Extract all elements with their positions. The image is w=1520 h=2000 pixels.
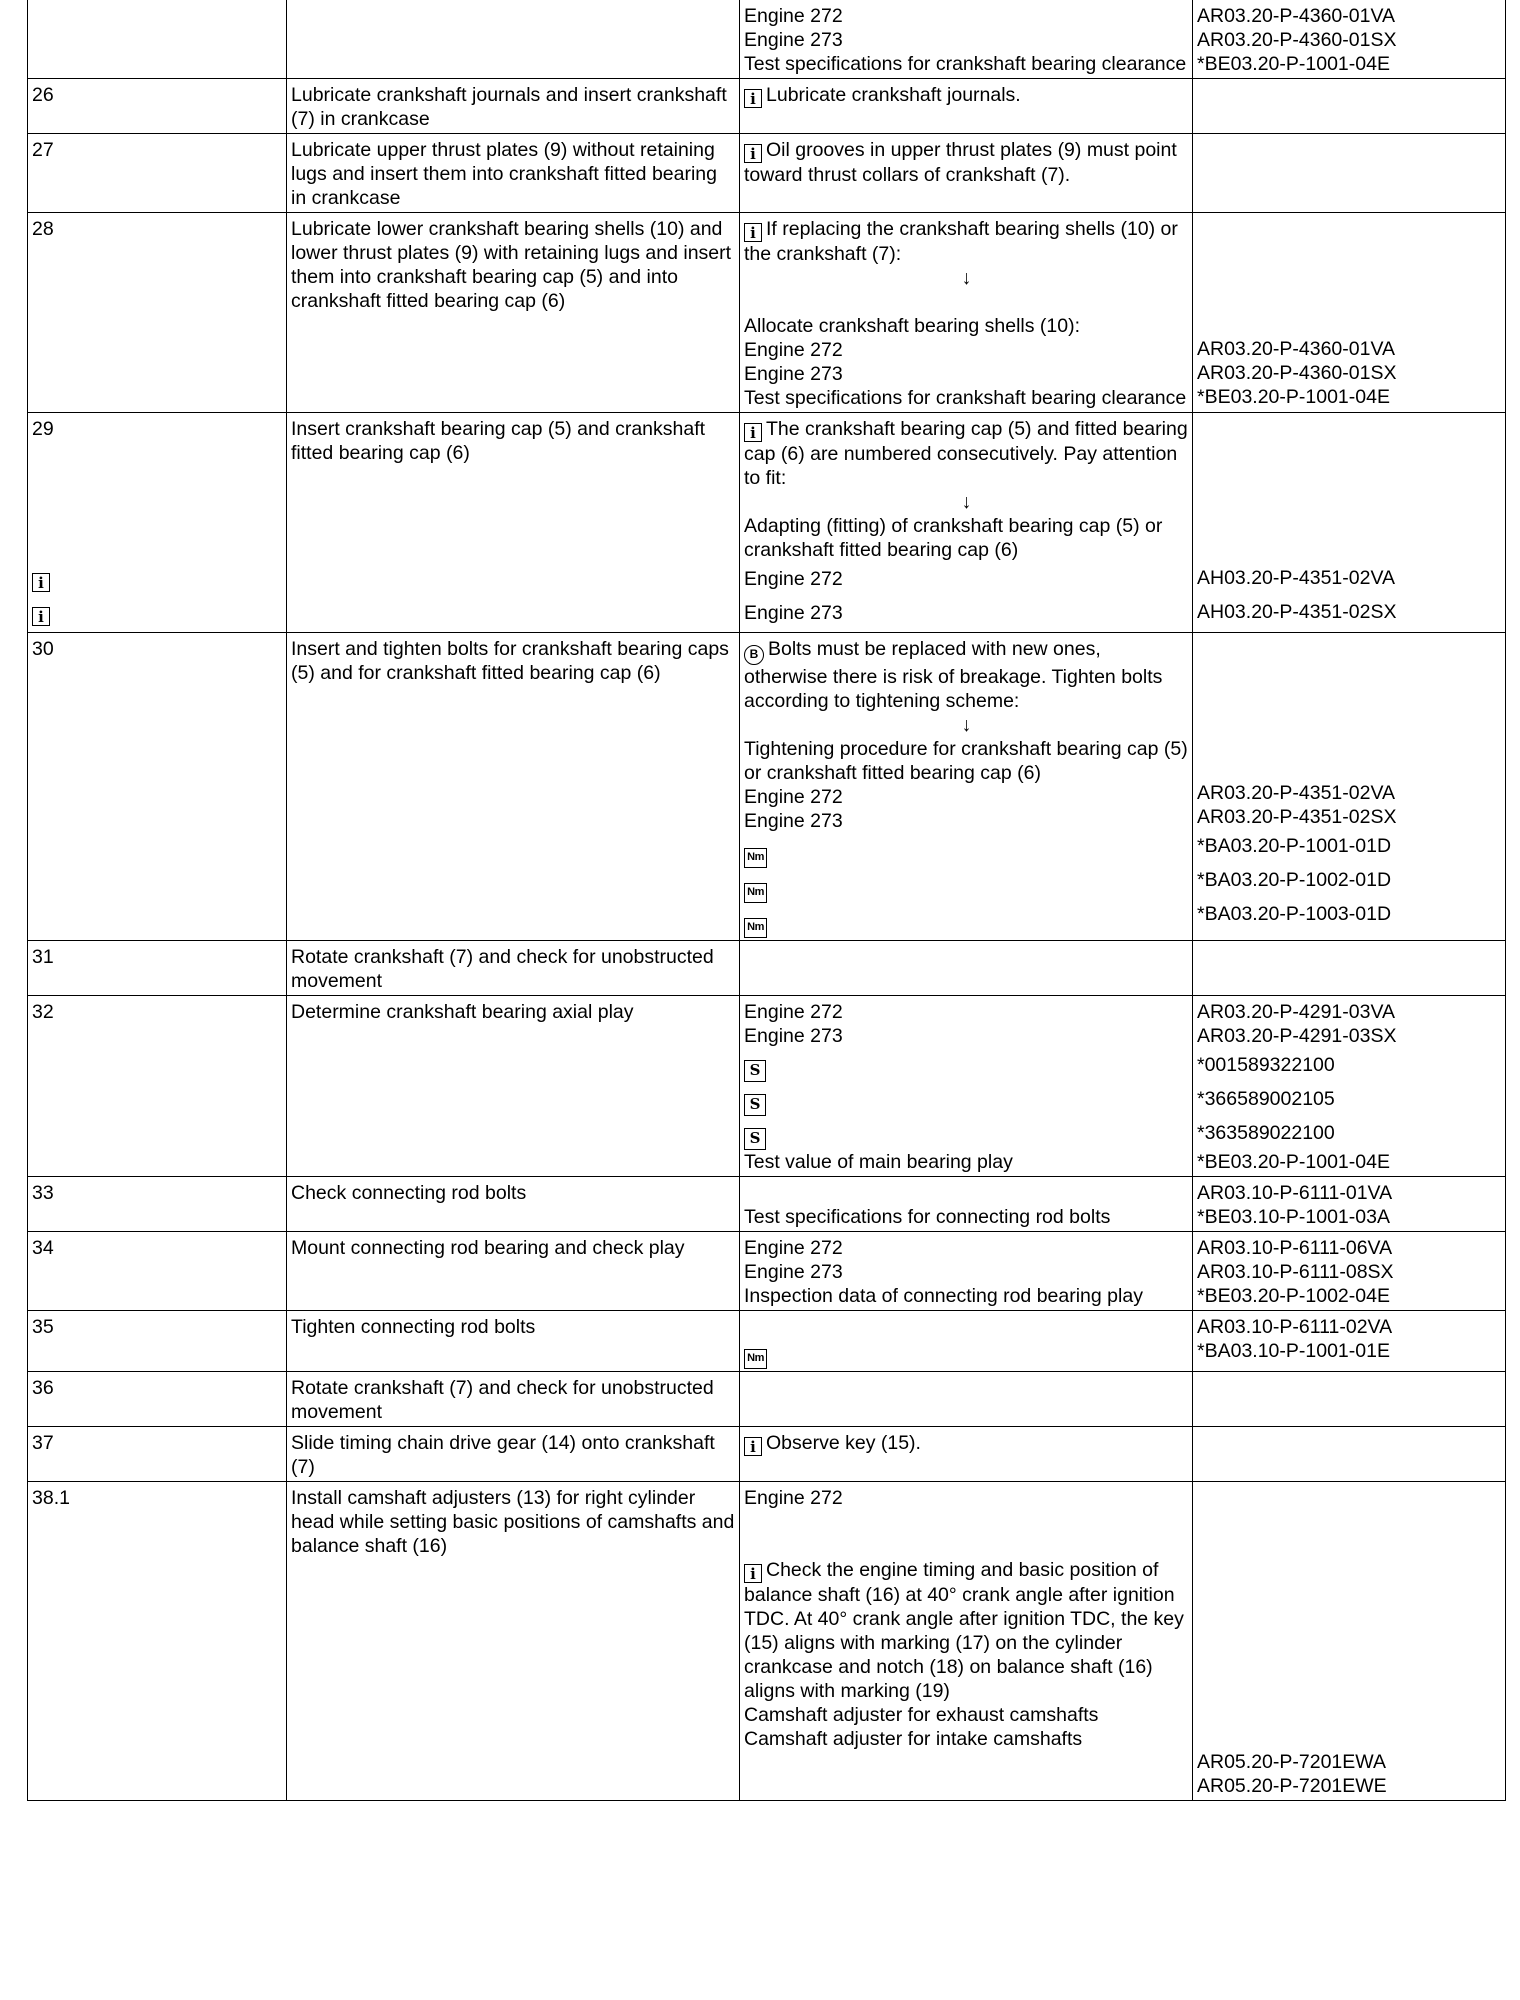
- notes-cell: [740, 1177, 1193, 1232]
- line-text-content: Tightening procedure for crankshaft bearing cap (5) or crankshaft fitted bearing cap (6): [744, 738, 1194, 784]
- line-text: [744, 1703, 1189, 1727]
- line-text: [744, 1260, 1189, 1284]
- line-text: [744, 1558, 1189, 1703]
- line-text: [744, 868, 1189, 903]
- line-text-content: *BA03.20-P-1003-01D: [1197, 903, 1392, 925]
- action-text: Lubricate upper thrust plates (9) without retaining lugs and insert them into crankshaft fitted bearing in crankcase: [291, 139, 717, 209]
- procedure-table: [27, 0, 1506, 1801]
- spacer: [1197, 1510, 1502, 1534]
- step-number-cell: [28, 1311, 287, 1372]
- line-text-content: *BE03.20-P-1002-04E: [1197, 1285, 1390, 1307]
- line-text: [744, 1116, 1189, 1150]
- line-text-content: Engine 272: [744, 1237, 843, 1259]
- step-number-cell: [28, 134, 287, 213]
- torque-nm-icon: Nm: [744, 918, 767, 938]
- line-text: [744, 785, 1189, 809]
- spacer: [744, 1315, 1189, 1339]
- notes-cell: [740, 0, 1193, 79]
- line-text-content: Engine 272: [744, 5, 843, 27]
- line-text-content: Engine 273: [744, 1025, 843, 1047]
- spacer: [1197, 217, 1502, 241]
- action-text: Slide timing chain drive gear (14) onto crankshaft (7): [291, 1432, 715, 1478]
- torque-nm-icon: Nm: [744, 1349, 767, 1369]
- line-text: [744, 52, 1189, 76]
- notes-cell: [740, 1482, 1193, 1801]
- line-text-content: Engine 273: [744, 602, 843, 624]
- spacer: [1197, 465, 1502, 489]
- line-text: [1197, 337, 1502, 361]
- line-text-content: AR03.10-P-6111-06VA: [1197, 1237, 1393, 1259]
- line-text-content: Test specifications for crankshaft bearing clearance: [744, 387, 1187, 409]
- line-text-content: *BE03.20-P-1001-04E: [1197, 386, 1390, 408]
- line-text: [1197, 1024, 1502, 1048]
- spacer: [1197, 441, 1502, 465]
- notes-cell: [740, 134, 1193, 213]
- spacer: [744, 1510, 1189, 1534]
- line-text: [1197, 595, 1502, 629]
- step-number-cell: [28, 79, 287, 134]
- line-text-content: The crankshaft bearing cap (5) and fitted bearing cap (6) are numbered consecutively. Pay attention to fit:: [744, 418, 1194, 489]
- spacer: [1197, 489, 1502, 513]
- reference-cell: [1193, 79, 1506, 134]
- line-text-content: Engine 273: [744, 1261, 843, 1283]
- spacer: [744, 290, 1189, 314]
- step-info-marker: [32, 601, 54, 626]
- action-cell: [287, 996, 740, 1177]
- line-text-content: Lubricate crankshaft journals.: [766, 84, 1021, 106]
- step-number: 35: [32, 1316, 54, 1338]
- line-text-content: *BA03.20-P-1002-01D: [1197, 869, 1392, 891]
- step-number: 32: [32, 1001, 54, 1023]
- line-text-content: Engine 272: [744, 339, 843, 361]
- line-text-content: AR03.20-P-4360-01SX: [1197, 362, 1397, 384]
- line-text-content: *BA03.20-P-1001-01D: [1197, 835, 1392, 857]
- info-icon: i: [744, 223, 762, 242]
- line-text: [744, 596, 1189, 630]
- line-text-content: AR03.20-P-4291-03VA: [1197, 1001, 1396, 1023]
- reference-cell: [1193, 1372, 1506, 1427]
- line-text-content: Engine 272: [744, 1487, 843, 1509]
- action-text: Install camshaft adjusters (13) for right cylinder head while setting basic positions of camshafts and balance shaft (16): [291, 1487, 735, 1557]
- line-text-content: Test specifications for connecting rod bolts: [744, 1206, 1111, 1228]
- line-text: [1197, 1339, 1502, 1363]
- action-text: Insert crankshaft bearing cap (5) and crankshaft fitted bearing cap (6): [291, 418, 706, 464]
- line-text: [1197, 1315, 1502, 1339]
- step-number: 28: [32, 218, 54, 240]
- line-text: [1197, 1181, 1502, 1205]
- reference-cell: [1193, 996, 1506, 1177]
- spacer: [1197, 265, 1502, 289]
- table-row: [28, 0, 1506, 79]
- step-number-cell: [28, 0, 287, 79]
- line-text: [744, 4, 1189, 28]
- notes-cell: [740, 1232, 1193, 1311]
- step-number: 30: [32, 638, 54, 660]
- step-info-marker: [32, 567, 54, 592]
- line-text: [1197, 1284, 1502, 1308]
- notes-cell: [740, 633, 1193, 941]
- step-number: 26: [32, 84, 54, 106]
- line-text-content: AR03.20-P-4291-03SX: [1197, 1025, 1397, 1047]
- spacer: [1197, 757, 1502, 781]
- line-text: [744, 1431, 1189, 1456]
- spacer: [744, 1181, 1189, 1205]
- action-cell: [287, 1177, 740, 1232]
- line-text-content: AR03.10-P-6111-02VA: [1197, 1316, 1393, 1338]
- spacer: [1197, 685, 1502, 709]
- line-text: [744, 314, 1189, 338]
- reference-cell: [1193, 213, 1506, 413]
- notes-cell: [740, 213, 1193, 413]
- line-text: [1197, 1236, 1502, 1260]
- line-text: [1197, 1260, 1502, 1284]
- spacer: [1197, 1582, 1502, 1606]
- step-number-cell: [28, 1427, 287, 1482]
- line-text-content: Bolts must be replaced with new ones, otherwise there is risk of breakage. Tighten bolts according to tightening scheme:: [744, 638, 1168, 712]
- line-text-content: Adapting (fitting) of crankshaft bearing cap (5) or crankshaft fitted bearing cap (6): [744, 515, 1168, 561]
- line-text: [744, 1339, 1189, 1369]
- action-cell: [287, 633, 740, 941]
- spacer: [1197, 1630, 1502, 1654]
- table-row: [28, 1482, 1506, 1801]
- down-arrow-icon: ↓: [961, 714, 972, 736]
- reference-cell: [1193, 0, 1506, 79]
- table-row: [28, 996, 1506, 1177]
- info-icon: i: [744, 423, 762, 442]
- action-cell: [287, 0, 740, 79]
- action-text: Mount connecting rod bearing and check play: [291, 1237, 685, 1259]
- line-text: [744, 338, 1189, 362]
- line-text-content: Engine 273: [744, 810, 843, 832]
- line-text: [744, 138, 1189, 187]
- line-text-content: AR05.20-P-7201EWA: [1197, 1751, 1386, 1773]
- step-number: 34: [32, 1237, 54, 1259]
- line-text: [744, 1727, 1189, 1751]
- line-text: [744, 83, 1189, 108]
- reference-cell: [1193, 1232, 1506, 1311]
- line-text-content: *BE03.20-P-1001-04E: [1197, 53, 1390, 75]
- line-text-content: Allocate crankshaft bearing shells (10):: [744, 315, 1081, 337]
- line-text-content: AH03.20-P-4351-02SX: [1197, 601, 1397, 623]
- torque-nm-icon: Nm: [744, 883, 767, 903]
- line-text-content: AR05.20-P-7201EWE: [1197, 1775, 1387, 1797]
- line-text: [744, 903, 1189, 938]
- line-text: [744, 514, 1189, 562]
- line-text: [744, 833, 1189, 868]
- line-text: [1197, 781, 1502, 805]
- table-row: [28, 1232, 1506, 1311]
- reference-cell: [1193, 1427, 1506, 1482]
- line-text-content: *363589022100: [1197, 1122, 1335, 1144]
- line-text-content: Engine 272: [744, 786, 843, 808]
- line-text: [744, 1284, 1189, 1308]
- step-number-cell: [28, 1372, 287, 1427]
- line-text-content: AR03.20-P-4351-02VA: [1197, 782, 1396, 804]
- line-text-content: If replacing the crankshaft bearing shells (10) or the crankshaft (7):: [744, 218, 1184, 265]
- spacer: [1197, 1678, 1502, 1702]
- line-text: [1197, 863, 1502, 897]
- line-text-content: AR03.20-P-4360-01VA: [1197, 5, 1396, 27]
- line-text-content: AR03.20-P-4360-01VA: [1197, 338, 1396, 360]
- info-icon: i: [32, 573, 50, 592]
- line-text: [1197, 1048, 1502, 1082]
- reference-cell: [1193, 1177, 1506, 1232]
- step-number: 36: [32, 1377, 54, 1399]
- table-row: [28, 1427, 1506, 1482]
- line-text: [1197, 1750, 1502, 1774]
- action-text: Check connecting rod bolts: [291, 1182, 527, 1204]
- action-text: Lubricate lower crankshaft bearing shells (10) and lower thrust plates (9) with retaining lugs and insert them into crankshaft bearing cap (5) and into crankshaft fitted bearing cap (6): [291, 218, 732, 312]
- reference-cell: [1193, 941, 1506, 996]
- down-arrow-icon: ↓: [961, 491, 972, 513]
- line-text: [1197, 361, 1502, 385]
- special-tool-icon: S: [744, 1060, 766, 1082]
- reference-cell: [1193, 1482, 1506, 1801]
- reference-cell: [1193, 134, 1506, 213]
- line-text: [1197, 1205, 1502, 1229]
- spacer: [744, 1534, 1189, 1558]
- torque-nm-icon: Nm: [744, 848, 767, 868]
- line-text-content: Engine 273: [744, 363, 843, 385]
- notes-cell: [740, 79, 1193, 134]
- action-cell: [287, 134, 740, 213]
- line-text: [744, 1024, 1189, 1048]
- table-row: [28, 79, 1506, 134]
- spacer: [1197, 1654, 1502, 1678]
- reference-cell: [1193, 413, 1506, 633]
- line-text-content: *BE03.10-P-1001-03A: [1197, 1206, 1390, 1228]
- action-text: Rotate crankshaft (7) and check for unobstructed movement: [291, 946, 714, 992]
- line-text: [1197, 1082, 1502, 1116]
- down-arrow-icon: ↓: [961, 267, 972, 289]
- line-text-content: *BA03.10-P-1001-01E: [1197, 1340, 1390, 1362]
- notes-cell: [740, 996, 1193, 1177]
- action-cell: [287, 413, 740, 633]
- info-icon: i: [744, 144, 762, 163]
- spacer: [1197, 661, 1502, 685]
- info-icon: i: [744, 89, 762, 108]
- line-text: [1197, 561, 1502, 595]
- line-text: [744, 1236, 1189, 1260]
- action-text: Insert and tighten bolts for crankshaft bearing caps (5) and for crankshaft fitted bearing cap (6): [291, 638, 729, 684]
- spacer: [1197, 417, 1502, 441]
- line-text: [1197, 1000, 1502, 1024]
- action-cell: [287, 1372, 740, 1427]
- line-text: [744, 386, 1189, 410]
- action-text: Determine crankshaft bearing axial play: [291, 1001, 634, 1023]
- spacer: [1197, 289, 1502, 313]
- line-text-content: *366589002105: [1197, 1088, 1335, 1110]
- step-number-cell: [28, 1482, 287, 1801]
- table-row: [28, 213, 1506, 413]
- table-row: [28, 1177, 1506, 1232]
- step-number-cell: [28, 1232, 287, 1311]
- action-text: Rotate crankshaft (7) and check for unobstructed movement: [291, 1377, 714, 1423]
- table-row: [28, 1311, 1506, 1372]
- spacer: [1197, 637, 1502, 661]
- action-text: Tighten connecting rod bolts: [291, 1316, 536, 1338]
- line-text: [744, 737, 1194, 785]
- table-row: [28, 1372, 1506, 1427]
- info-icon: i: [744, 1564, 762, 1583]
- step-number: 29: [32, 418, 54, 440]
- line-text: [744, 1000, 1189, 1024]
- line-text: [744, 1048, 1189, 1082]
- spacer: [1197, 241, 1502, 265]
- action-text: Lubricate crankshaft journals and insert crankshaft (7) in crankcase: [291, 84, 727, 130]
- special-tool-icon: S: [744, 1094, 766, 1116]
- notes-cell: [740, 413, 1193, 633]
- step-number-cell: [28, 633, 287, 941]
- line-text: [1197, 28, 1502, 52]
- line-text-content: Oil grooves in upper thrust plates (9) must point toward thrust collars of crankshaft (7).: [744, 139, 1183, 186]
- line-text: [744, 1486, 1189, 1510]
- notes-cell: [740, 941, 1193, 996]
- procedure-table-body: [28, 0, 1506, 1801]
- line-text: [1197, 52, 1502, 76]
- action-cell: [287, 1427, 740, 1482]
- spacer: [1197, 733, 1502, 757]
- line-text-content: AR03.10-P-6111-01VA: [1197, 1182, 1393, 1204]
- line-text: [744, 1205, 1189, 1229]
- spacer: [1197, 1534, 1502, 1558]
- line-text: [744, 28, 1189, 52]
- line-text: [744, 417, 1194, 490]
- info-icon: i: [744, 1437, 762, 1456]
- line-text-content: *BE03.20-P-1001-04E: [1197, 1151, 1390, 1173]
- line-text-content: AR03.20-P-4360-01SX: [1197, 29, 1397, 51]
- line-text-content: Test value of main bearing play: [744, 1151, 1013, 1173]
- spacer: [1197, 1558, 1502, 1582]
- step-number-cell: [28, 996, 287, 1177]
- line-text: [1197, 1150, 1502, 1174]
- action-cell: [287, 79, 740, 134]
- spacer: [1197, 313, 1502, 337]
- notes-cell: [740, 1311, 1193, 1372]
- spacer: [1197, 1702, 1502, 1726]
- line-text: [1197, 1116, 1502, 1150]
- line-text: [744, 562, 1189, 596]
- step-number-cell: [28, 213, 287, 413]
- spacer: [1197, 513, 1502, 537]
- line-text-content: Engine 272: [744, 1001, 843, 1023]
- line-text: [744, 637, 1189, 713]
- line-text: [1197, 805, 1502, 829]
- notes-cell: [740, 1372, 1193, 1427]
- table-row: [28, 413, 1506, 633]
- line-text: [1197, 897, 1502, 931]
- line-text: [744, 217, 1189, 266]
- special-tool-icon: S: [744, 1128, 766, 1150]
- line-text: [1197, 829, 1502, 863]
- line-text: [1197, 385, 1502, 409]
- action-cell: [287, 941, 740, 996]
- line-text-content: Test specifications for crankshaft bearing clearance: [744, 53, 1187, 75]
- step-number: 31: [32, 946, 54, 968]
- line-text: [744, 1082, 1189, 1116]
- warning-icon: B: [744, 645, 764, 665]
- line-text: [744, 1150, 1189, 1174]
- table-row: [28, 134, 1506, 213]
- spacer: [1197, 537, 1502, 561]
- step-number: 37: [32, 1432, 54, 1454]
- step-number: 38.1: [32, 1487, 70, 1509]
- spacer: [1197, 1606, 1502, 1630]
- line-text-content: AR03.20-P-4351-02SX: [1197, 806, 1397, 828]
- line-text-content: Engine 273: [744, 29, 843, 51]
- line-text-content: AR03.10-P-6111-08SX: [1197, 1261, 1394, 1283]
- spacer: [1197, 709, 1502, 733]
- reference-cell: [1193, 1311, 1506, 1372]
- line-text-content: AH03.20-P-4351-02VA: [1197, 567, 1396, 589]
- action-cell: [287, 213, 740, 413]
- step-number: 33: [32, 1182, 54, 1204]
- spacer: [1197, 1486, 1502, 1510]
- step-number: 27: [32, 139, 54, 161]
- line-text: [744, 362, 1189, 386]
- action-cell: [287, 1311, 740, 1372]
- line-text-content: Observe key (15).: [766, 1432, 921, 1454]
- action-cell: [287, 1482, 740, 1801]
- line-text-content: Check the engine timing and basic position of balance shaft (16) at 40° crank angle after ignition TDC. At 40° crank angle after ignition TDC, the key (15) aligns with marking (17) on the cylinder crankcase and notch (18) on balance shaft (16) aligns with marking (19): [744, 1559, 1190, 1702]
- line-text-content: Engine 272: [744, 568, 843, 590]
- line-text: [744, 809, 1189, 833]
- line-text: [1197, 4, 1502, 28]
- notes-cell: [740, 1427, 1193, 1482]
- line-text-content: Camshaft adjuster for intake camshafts: [744, 1728, 1083, 1750]
- document-page: [27, 0, 1505, 1801]
- line-text-content: *001589322100: [1197, 1054, 1335, 1076]
- step-number-cell: [28, 941, 287, 996]
- step-number-cell: [28, 1177, 287, 1232]
- spacer: [1197, 1726, 1502, 1750]
- line-text: [1197, 1774, 1502, 1798]
- info-icon: i: [32, 607, 50, 626]
- line-text-content: Inspection data of connecting rod bearing play: [744, 1285, 1143, 1307]
- reference-cell: [1193, 633, 1506, 941]
- action-cell: [287, 1232, 740, 1311]
- step-number-cell: [28, 413, 287, 633]
- line-text-content: Camshaft adjuster for exhaust camshafts: [744, 1704, 1099, 1726]
- table-row: [28, 941, 1506, 996]
- table-row: [28, 633, 1506, 941]
